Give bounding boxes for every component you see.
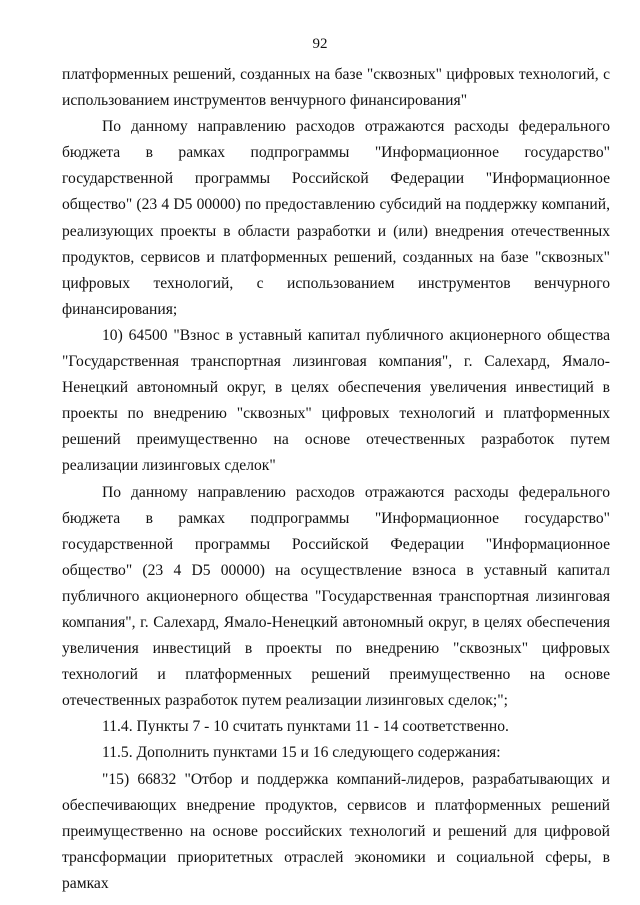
document-body [62,62,610,897]
paragraph-expenditure-description-1: По данному направлению расходов отражаются расходы федерального бюджета в рамках подпрограммы "Информационное государство" государственной программы Российской Федерации "Информационное общество" (23 4 D5 00000) по предоставлению субсидий на поддержку компаний, реализующих проекты в области разработки и (или) внедрения отечественных продуктов, сервисов и платформенных решений, созданных на базе "сквозных" цифровых технологий, с использованием инструментов венчурного финансирования; [62,118,610,318]
paragraph-11-5: 11.5. Дополнить пунктами 15 и 16 следующего содержания: [102,744,501,762]
paragraph-continuation: платформенных решений, созданных на базе "сквозных" цифровых технологий, с использованием инструментов венчурного финансирования" [62,66,610,110]
paragraph-item-15: "15) 66832 "Отбор и поддержка компаний-лидеров, разрабатывающих и обеспечивающих внедрение продуктов, сервисов и платформенных решений преимущественно на основе российских технологий и решений для цифровой трансформации приоритетных отраслей экономики и социальной сферы, в рамках [62,770,610,892]
paragraph-item-10: 10) 64500 "Взнос в уставный капитал публичного акционерного общества "Государственная транспортная лизинговая компания", г. Салехард, Ямало-Ненецкий автономный округ, в целях обеспечения увеличения инвестиций в проекты по внедрению "сквозных" цифровых технологий и платформенных решений преимущественно на основе отечественных разработок путем реализации лизинговых сделок" [62,326,610,475]
paragraph-expenditure-description-2: По данному направлению расходов отражаются расходы федерального бюджета в рамках подпрограммы "Информационное государство" государственной программы Российской Федерации "Информационное общество" (23 4 D5 00000) на осуществление взноса в уставный капитал публичного акционерного общества "Государственная транспортная лизинговая компания", г. Салехард, Ямало-Ненецкий автономный округ, в целях обеспечения увеличения инвестиций в проекты по внедрению "сквозных" цифровых технологий и платформенных решений преимущественно на основе отечественных разработок путем реализации лизинговых сделок;"; [62,483,610,710]
paragraph-11-4: 11.4. Пункты 7 - 10 считать пунктами 11 - 14 соответственно. [102,718,509,736]
page-number: 92 [312,36,328,52]
